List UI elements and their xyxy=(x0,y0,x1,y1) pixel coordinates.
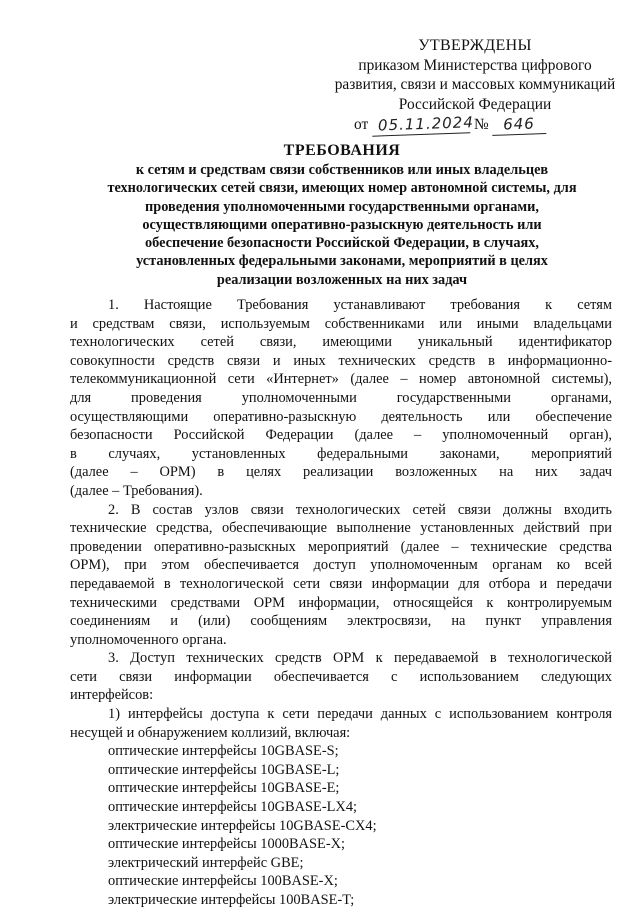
paragraph-2-line: соединениям и (или) сообщениям электросвязи, на пункт управления xyxy=(70,613,612,630)
paragraph-2-line: ОРМ), при этом обеспечивается доступ уполномоченным органам ко всей xyxy=(70,557,612,574)
paragraph-1-line: и средствам связи, используемым собственниками или иными владельцами xyxy=(70,315,612,332)
paragraph-2-line: проведении оперативно-разыскных мероприятий (далее – технические средства xyxy=(70,538,612,555)
paragraph-1-line: для проведения уполномоченными государственными органами, xyxy=(70,389,612,406)
paragraph-3-line: интерфейсов: xyxy=(70,687,154,704)
paragraph-1-line: в случаях, установленных федеральными законами, мероприятий xyxy=(70,445,612,462)
paragraph-1-line: осуществляющими оперативно-разыскную деятельность или обеспечение xyxy=(70,408,612,425)
approval-heading: УТВЕРЖДЕНЫ xyxy=(418,37,532,54)
paragraph-2-line: технические средства, обеспечивающие выполнение установленных действий при xyxy=(70,520,612,537)
document-body xyxy=(70,296,612,910)
paragraph-1-line: технологических сетей связи, имеющими уникальный идентификатор xyxy=(70,334,612,351)
handwritten-number: 646 xyxy=(492,114,547,136)
subtitle-line: реализации возложенных на них задач xyxy=(216,271,468,288)
interface-list-item: оптические интерфейсы 100BASE-X; xyxy=(108,873,338,890)
subtitle-line: технологических сетей связи, имеющих номер автономной системы, для xyxy=(107,180,577,197)
approval-line: приказом Министерства цифрового xyxy=(358,57,592,75)
paragraph-1-line: телекоммуникационной сети «Интернет» (далее – номер автономной системы), xyxy=(70,371,612,388)
document-title: ТРЕБОВАНИЯ xyxy=(283,142,401,159)
paragraph-4-line: 1) интерфейсы доступа к сети передачи данных с использованием контроля xyxy=(108,706,612,723)
interface-list-item: оптические интерфейсы 10GBASE-LX4; xyxy=(108,799,358,816)
approval-block xyxy=(330,36,620,135)
date-prefix: от xyxy=(354,115,369,133)
paragraph-3-line: 3. Доступ технических средств ОРМ к передаваемой в технологической xyxy=(108,650,612,667)
interface-list-item: оптические интерфейсы 10GBASE-E; xyxy=(108,780,340,797)
number-prefix: № xyxy=(473,115,489,133)
subtitle-line: обеспечение безопасности Российской Федерации, в случаях, xyxy=(145,235,539,252)
paragraph-1-line: совокупности средств связи и иных технических средств в информационно- xyxy=(70,352,612,369)
interface-list-item: электрический интерфейс GBE; xyxy=(108,854,304,871)
paragraph-2-line: передаваемой в технологической сети связи информации для отбора и передачи xyxy=(70,575,612,592)
subtitle-line: установленных федеральными законами, мероприятий в целях xyxy=(136,253,548,270)
paragraph-1-line: безопасности Российской Федерации (далее – уполномоченный орган), xyxy=(70,427,612,444)
interface-list-item: электрические интерфейсы 100BASE-T; xyxy=(108,892,355,908)
subtitle-line: к сетям и средствам связи собственников или иных владельцев xyxy=(135,162,549,178)
paragraph-1-line: (далее – ОРМ) в целях реализации возложенных на них задач xyxy=(70,464,612,481)
paragraph-3-line: сети связи информации обеспечивается с использованием следующих xyxy=(70,668,612,685)
paragraph-2-line: 2. В состав узлов связи технологических сетей связи должны входить xyxy=(108,501,612,518)
handwritten-date: 05.11.2024 xyxy=(372,113,471,137)
interface-list-item: электрические интерфейсы 10GBASE-CX4; xyxy=(108,817,377,834)
approval-line: Российской Федерации xyxy=(398,95,552,113)
order-date-number xyxy=(330,112,620,135)
paragraph-4-line: несущей и обнаружением коллизий, включая: xyxy=(70,724,351,741)
paragraph-2-line: техническими средствами ОРМ информации, относящейся к контролируемым xyxy=(70,594,612,611)
interface-list-item: оптические интерфейсы 1000BASE-X; xyxy=(108,836,346,853)
subtitle-line: осуществляющими оперативно-разыскную деятельность или xyxy=(142,216,542,233)
paragraph-1-line: (далее – Требования). xyxy=(70,482,203,499)
interface-list-item: оптические интерфейсы 10GBASE-L; xyxy=(108,761,340,778)
document-subtitle xyxy=(72,161,612,289)
approval-line: развития, связи и массовых коммуникаций xyxy=(334,76,616,94)
interface-list-item: оптические интерфейсы 10GBASE-S; xyxy=(108,743,339,760)
paragraph-2-line: уполномоченного органа. xyxy=(70,631,227,648)
subtitle-line: проведения уполномоченными государственными органами, xyxy=(145,198,539,215)
paragraph-1-line: 1. Настоящие Требования устанавливают требования к сетям xyxy=(108,297,612,313)
